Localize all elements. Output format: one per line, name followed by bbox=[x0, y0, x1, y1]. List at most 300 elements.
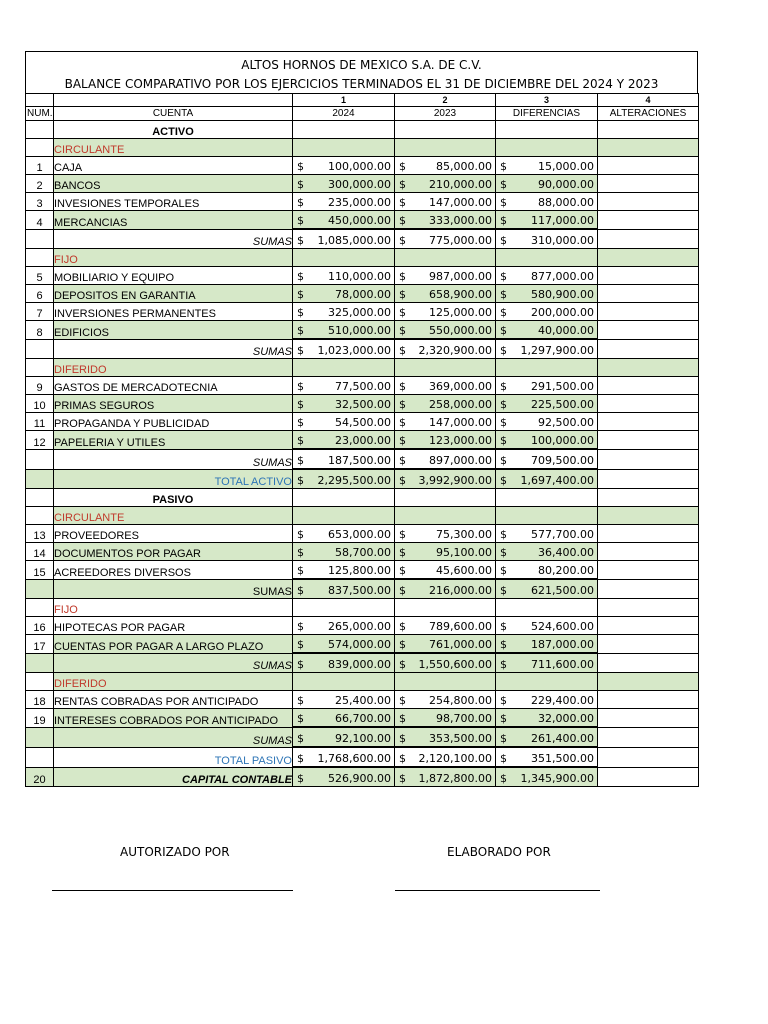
amount-diferencia bbox=[496, 175, 598, 193]
amount: 54,500.00 bbox=[335, 416, 391, 429]
amount-diferencia bbox=[496, 211, 598, 230]
amount-diferencia bbox=[496, 525, 598, 543]
currency-symbol: $ bbox=[297, 306, 304, 319]
currency-symbol: $ bbox=[500, 564, 507, 577]
amount: 98,700.00 bbox=[436, 712, 492, 725]
section-heading-row bbox=[26, 121, 699, 139]
currency-symbol: $ bbox=[399, 196, 406, 209]
currency-symbol: $ bbox=[500, 620, 507, 633]
sum-diferencia bbox=[496, 339, 598, 359]
account-name: PAPELERIA Y UTILES bbox=[54, 431, 293, 450]
sum-2023 bbox=[395, 229, 496, 249]
blank-cell bbox=[496, 489, 598, 507]
currency-symbol: $ bbox=[297, 454, 304, 467]
account-name: DEPOSITOS EN GARANTIA bbox=[54, 285, 293, 303]
sum-num bbox=[26, 339, 54, 359]
account-num: 12 bbox=[26, 431, 54, 450]
section-heading: PASIVO bbox=[54, 489, 293, 507]
alteracion-cell bbox=[598, 691, 699, 709]
sum-label: SUMAS bbox=[54, 727, 293, 747]
account-num: 6 bbox=[26, 285, 54, 303]
blank-cell bbox=[598, 507, 699, 525]
account-name: CUENTAS POR PAGAR A LARGO PLAZO bbox=[54, 635, 293, 654]
account-num: 14 bbox=[26, 543, 54, 561]
amount: 225,500.00 bbox=[531, 398, 594, 411]
column-index: 3 bbox=[496, 94, 598, 107]
blank-cell bbox=[293, 673, 395, 691]
currency-symbol: $ bbox=[399, 324, 406, 337]
report-subtitle: BALANCE COMPARATIVO POR LOS EJERCICIOS TERMINADOS EL 31 DE DICIEMBRE DEL 2024 Y 2023 bbox=[64, 77, 659, 91]
amount: 1,023,000.00 bbox=[317, 344, 391, 357]
sum-2023 bbox=[395, 579, 496, 599]
blank-cell bbox=[496, 359, 598, 377]
column-index-row bbox=[26, 94, 699, 107]
sum-2023 bbox=[395, 449, 496, 469]
amount: 987,000.00 bbox=[429, 270, 492, 283]
currency-symbol: $ bbox=[297, 712, 304, 725]
alteracion-cell bbox=[598, 653, 699, 673]
currency-symbol: $ bbox=[297, 434, 304, 447]
amount: 3,992,900.00 bbox=[418, 474, 492, 487]
amount-2023 bbox=[395, 431, 496, 450]
currency-symbol: $ bbox=[500, 712, 507, 725]
currency-symbol: $ bbox=[500, 434, 507, 447]
amount: 85,000.00 bbox=[436, 160, 492, 173]
account-name: HIPOTECAS POR PAGAR bbox=[54, 617, 293, 635]
account-row bbox=[26, 691, 699, 709]
amount-diferencia bbox=[496, 413, 598, 431]
amount: 837,500.00 bbox=[328, 584, 391, 597]
currency-symbol: $ bbox=[297, 160, 304, 173]
amount: 265,000.00 bbox=[328, 620, 391, 633]
currency-symbol: $ bbox=[500, 584, 507, 597]
account-row bbox=[26, 175, 699, 193]
subsection-row bbox=[26, 507, 699, 525]
amount-2024 bbox=[293, 561, 395, 580]
account-num: 1 bbox=[26, 157, 54, 175]
amount-2023 bbox=[395, 561, 496, 580]
sum-diferencia bbox=[496, 469, 598, 489]
amount: 2,320,900.00 bbox=[418, 344, 492, 357]
account-row bbox=[26, 193, 699, 211]
sum-2024 bbox=[293, 469, 395, 489]
section-heading: ACTIVO bbox=[54, 121, 293, 139]
blank-cell bbox=[293, 121, 395, 139]
sum-2023 bbox=[395, 727, 496, 747]
index-blank bbox=[26, 94, 54, 107]
blank-cell bbox=[598, 673, 699, 691]
amount: 58,700.00 bbox=[335, 546, 391, 559]
amount: 711,600.00 bbox=[531, 658, 594, 671]
amount: 325,000.00 bbox=[328, 306, 391, 319]
currency-symbol: $ bbox=[399, 772, 406, 785]
account-num: 2 bbox=[26, 175, 54, 193]
sum-2024 bbox=[293, 449, 395, 469]
alteracion-cell bbox=[598, 747, 699, 767]
currency-symbol: $ bbox=[399, 732, 406, 745]
alteracion-cell bbox=[598, 431, 699, 450]
amount: 117,000.00 bbox=[531, 214, 594, 227]
sum-diferencia bbox=[496, 653, 598, 673]
amount: 658,900.00 bbox=[429, 288, 492, 301]
sum-diferencia bbox=[496, 229, 598, 249]
account-num: 11 bbox=[26, 413, 54, 431]
blank-cell bbox=[293, 599, 395, 617]
blank-cell bbox=[395, 121, 496, 139]
amount-2023 bbox=[395, 543, 496, 561]
currency-symbol: $ bbox=[399, 380, 406, 393]
amount-2023 bbox=[395, 211, 496, 230]
amount-2024 bbox=[293, 303, 395, 321]
currency-symbol: $ bbox=[297, 398, 304, 411]
blank-cell bbox=[598, 121, 699, 139]
amount: 66,700.00 bbox=[335, 712, 391, 725]
account-num: 10 bbox=[26, 395, 54, 413]
sum-label: SUMAS bbox=[54, 229, 293, 249]
amount-diferencia bbox=[496, 303, 598, 321]
amount: 123,000.00 bbox=[429, 434, 492, 447]
currency-symbol: $ bbox=[500, 474, 507, 487]
blank-cell bbox=[598, 599, 699, 617]
sum-diferencia bbox=[496, 579, 598, 599]
currency-symbol: $ bbox=[399, 752, 406, 765]
amount-diferencia bbox=[496, 285, 598, 303]
account-row bbox=[26, 395, 699, 413]
currency-symbol: $ bbox=[500, 196, 507, 209]
currency-symbol: $ bbox=[297, 546, 304, 559]
amount-2024 bbox=[293, 635, 395, 654]
amount: 258,000.00 bbox=[429, 398, 492, 411]
subsection-row bbox=[26, 599, 699, 617]
amount: 574,000.00 bbox=[328, 638, 391, 651]
header-alteraciones: ALTERACIONES bbox=[598, 107, 699, 121]
currency-symbol: $ bbox=[500, 178, 507, 191]
sum-2024 bbox=[293, 747, 395, 767]
num-blank bbox=[26, 489, 54, 507]
account-name: ACREEDORES DIVERSOS bbox=[54, 561, 293, 580]
currency-symbol: $ bbox=[297, 752, 304, 765]
amount-2023 bbox=[395, 525, 496, 543]
amount-diferencia bbox=[496, 157, 598, 175]
alteracion-cell bbox=[598, 285, 699, 303]
alteracion-cell bbox=[598, 561, 699, 580]
currency-symbol: $ bbox=[500, 752, 507, 765]
header-2024: 2024 bbox=[293, 107, 395, 121]
sum-row bbox=[26, 469, 699, 489]
amount-2024 bbox=[293, 543, 395, 561]
blank-cell bbox=[395, 249, 496, 267]
prepared-signature-line bbox=[395, 890, 600, 891]
amount: 1,768,600.00 bbox=[317, 752, 391, 765]
amount: 580,900.00 bbox=[531, 288, 594, 301]
blank-cell bbox=[293, 249, 395, 267]
amount: 216,000.00 bbox=[429, 584, 492, 597]
account-row bbox=[26, 377, 699, 395]
amount-2024 bbox=[293, 193, 395, 211]
amount-2023 bbox=[395, 691, 496, 709]
currency-symbol: $ bbox=[399, 398, 406, 411]
account-num: 7 bbox=[26, 303, 54, 321]
account-num: 8 bbox=[26, 321, 54, 340]
currency-symbol: $ bbox=[500, 416, 507, 429]
amount-2024 bbox=[293, 267, 395, 285]
authorized-by-label: AUTORIZADO POR bbox=[120, 845, 230, 859]
sum-num bbox=[26, 653, 54, 673]
amount-diferencia bbox=[496, 691, 598, 709]
amount-2023 bbox=[395, 709, 496, 728]
amount: 254,800.00 bbox=[429, 694, 492, 707]
amount-diferencia bbox=[496, 709, 598, 728]
alteracion-cell bbox=[598, 339, 699, 359]
account-num: 19 bbox=[26, 709, 54, 728]
account-name: INTERESES COBRADOS POR ANTICIPADO bbox=[54, 709, 293, 728]
amount-2023 bbox=[395, 157, 496, 175]
header-num: NUM. bbox=[27, 108, 53, 119]
alteracion-cell bbox=[598, 449, 699, 469]
sum-label: CAPITAL CONTABLE bbox=[54, 767, 293, 787]
currency-symbol: $ bbox=[399, 178, 406, 191]
amount-2023 bbox=[395, 321, 496, 340]
amount: 261,400.00 bbox=[531, 732, 594, 745]
amount-2024 bbox=[293, 377, 395, 395]
currency-symbol: $ bbox=[500, 546, 507, 559]
blank-cell bbox=[293, 507, 395, 525]
account-row bbox=[26, 321, 699, 340]
amount: 32,000.00 bbox=[538, 712, 594, 725]
company-name: ALTOS HORNOS DE MEXICO S.A. DE C.V. bbox=[241, 58, 482, 72]
currency-symbol: $ bbox=[297, 564, 304, 577]
currency-symbol: $ bbox=[500, 454, 507, 467]
header-cuenta: CUENTA bbox=[54, 107, 293, 121]
amount: 200,000.00 bbox=[531, 306, 594, 319]
currency-symbol: $ bbox=[297, 658, 304, 671]
currency-symbol: $ bbox=[297, 344, 304, 357]
account-name: BANCOS bbox=[54, 175, 293, 193]
amount: 125,000.00 bbox=[429, 306, 492, 319]
amount: 775,000.00 bbox=[429, 234, 492, 247]
alteracion-cell bbox=[598, 321, 699, 340]
prepared-by-label: ELABORADO POR bbox=[447, 845, 551, 859]
sum-2023 bbox=[395, 339, 496, 359]
amount: 310,000.00 bbox=[531, 234, 594, 247]
alteracion-cell bbox=[598, 413, 699, 431]
amount: 235,000.00 bbox=[328, 196, 391, 209]
amount-2023 bbox=[395, 635, 496, 654]
account-name: DOCUMENTOS POR PAGAR bbox=[54, 543, 293, 561]
account-name: EDIFICIOS bbox=[54, 321, 293, 340]
currency-symbol: $ bbox=[297, 638, 304, 651]
column-header-row bbox=[26, 107, 699, 121]
currency-symbol: $ bbox=[399, 306, 406, 319]
subsection-row bbox=[26, 249, 699, 267]
account-num: 17 bbox=[26, 635, 54, 654]
sum-label: SUMAS bbox=[54, 579, 293, 599]
authorized-signature-line bbox=[52, 890, 293, 891]
amount: 100,000.00 bbox=[328, 160, 391, 173]
amount: 75,300.00 bbox=[436, 528, 492, 541]
currency-symbol: $ bbox=[500, 324, 507, 337]
currency-symbol: $ bbox=[500, 344, 507, 357]
currency-symbol: $ bbox=[500, 214, 507, 227]
sum-label: SUMAS bbox=[54, 449, 293, 469]
currency-symbol: $ bbox=[399, 434, 406, 447]
currency-symbol: $ bbox=[297, 234, 304, 247]
blank-cell bbox=[598, 249, 699, 267]
currency-symbol: $ bbox=[399, 584, 406, 597]
account-row bbox=[26, 525, 699, 543]
blank-cell bbox=[395, 359, 496, 377]
amount-2024 bbox=[293, 413, 395, 431]
amount-2023 bbox=[395, 267, 496, 285]
currency-symbol: $ bbox=[500, 234, 507, 247]
amount: 897,000.00 bbox=[429, 454, 492, 467]
alteracion-cell bbox=[598, 377, 699, 395]
alteracion-cell bbox=[598, 635, 699, 654]
amount: 1,345,900.00 bbox=[520, 772, 594, 785]
balance-table bbox=[25, 93, 699, 787]
amount: 23,000.00 bbox=[335, 434, 391, 447]
subsection-label: CIRCULANTE bbox=[54, 139, 293, 157]
amount: 100,000.00 bbox=[531, 434, 594, 447]
amount: 351,500.00 bbox=[531, 752, 594, 765]
currency-symbol: $ bbox=[500, 732, 507, 745]
amount: 229,400.00 bbox=[531, 694, 594, 707]
amount: 40,000.00 bbox=[538, 324, 594, 337]
amount: 36,400.00 bbox=[538, 546, 594, 559]
account-name: MERCANCIAS bbox=[54, 211, 293, 230]
currency-symbol: $ bbox=[500, 306, 507, 319]
currency-symbol: $ bbox=[297, 324, 304, 337]
account-name: PROVEEDORES bbox=[54, 525, 293, 543]
amount-diferencia bbox=[496, 377, 598, 395]
amount-2024 bbox=[293, 175, 395, 193]
currency-symbol: $ bbox=[500, 658, 507, 671]
amount-2024 bbox=[293, 321, 395, 340]
amount: 92,500.00 bbox=[538, 416, 594, 429]
sum-2023 bbox=[395, 653, 496, 673]
amount: 2,120,100.00 bbox=[418, 752, 492, 765]
currency-symbol: $ bbox=[297, 214, 304, 227]
currency-symbol: $ bbox=[399, 638, 406, 651]
currency-symbol: $ bbox=[399, 564, 406, 577]
amount: 2,295,500.00 bbox=[317, 474, 391, 487]
amount: 80,200.00 bbox=[538, 564, 594, 577]
currency-symbol: $ bbox=[297, 528, 304, 541]
account-row bbox=[26, 285, 699, 303]
amount-2024 bbox=[293, 709, 395, 728]
amount: 353,500.00 bbox=[429, 732, 492, 745]
blank-cell bbox=[293, 359, 395, 377]
amount: 291,500.00 bbox=[531, 380, 594, 393]
alteracion-cell bbox=[598, 617, 699, 635]
account-name: RENTAS COBRADAS POR ANTICIPADO bbox=[54, 691, 293, 709]
amount: 369,000.00 bbox=[429, 380, 492, 393]
currency-symbol: $ bbox=[500, 694, 507, 707]
currency-symbol: $ bbox=[500, 380, 507, 393]
index-blank bbox=[54, 94, 293, 107]
sum-row bbox=[26, 653, 699, 673]
alteracion-cell bbox=[598, 525, 699, 543]
account-name: CAJA bbox=[54, 157, 293, 175]
account-row bbox=[26, 157, 699, 175]
blank-cell bbox=[395, 599, 496, 617]
currency-symbol: $ bbox=[399, 546, 406, 559]
amount-diferencia bbox=[496, 635, 598, 654]
column-index: 4 bbox=[598, 94, 699, 107]
amount: 1,297,900.00 bbox=[520, 344, 594, 357]
currency-symbol: $ bbox=[297, 416, 304, 429]
amount: 15,000.00 bbox=[538, 160, 594, 173]
subsection-row bbox=[26, 359, 699, 377]
amount-diferencia bbox=[496, 193, 598, 211]
currency-symbol: $ bbox=[399, 694, 406, 707]
currency-symbol: $ bbox=[297, 694, 304, 707]
amount-diferencia bbox=[496, 395, 598, 413]
currency-symbol: $ bbox=[399, 658, 406, 671]
currency-symbol: $ bbox=[500, 772, 507, 785]
alteracion-cell bbox=[598, 267, 699, 285]
sum-row bbox=[26, 579, 699, 599]
amount-2023 bbox=[395, 395, 496, 413]
sum-diferencia bbox=[496, 727, 598, 747]
sum-2024 bbox=[293, 767, 395, 787]
account-name: PROPAGANDA Y PUBLICIDAD bbox=[54, 413, 293, 431]
account-num: 9 bbox=[26, 377, 54, 395]
amount: 147,000.00 bbox=[429, 196, 492, 209]
account-row bbox=[26, 303, 699, 321]
currency-symbol: $ bbox=[399, 454, 406, 467]
sum-label: TOTAL ACTIVO bbox=[54, 469, 293, 489]
amount: 32,500.00 bbox=[335, 398, 391, 411]
amount-diferencia bbox=[496, 617, 598, 635]
sum-num: 20 bbox=[26, 767, 54, 787]
currency-symbol: $ bbox=[297, 620, 304, 633]
subsection-label: FIJO bbox=[54, 599, 293, 617]
account-row bbox=[26, 561, 699, 580]
num-blank bbox=[26, 249, 54, 267]
blank-cell bbox=[496, 599, 598, 617]
alteracion-cell bbox=[598, 395, 699, 413]
amount: 88,000.00 bbox=[538, 196, 594, 209]
currency-symbol: $ bbox=[500, 288, 507, 301]
title-block bbox=[25, 51, 698, 93]
account-row bbox=[26, 543, 699, 561]
alteracion-cell bbox=[598, 303, 699, 321]
blank-cell bbox=[395, 139, 496, 157]
sum-row bbox=[26, 229, 699, 249]
account-name: INVESIONES TEMPORALES bbox=[54, 193, 293, 211]
amount: 333,000.00 bbox=[429, 214, 492, 227]
currency-symbol: $ bbox=[297, 732, 304, 745]
sum-num bbox=[26, 579, 54, 599]
amount-2023 bbox=[395, 175, 496, 193]
blank-cell bbox=[496, 139, 598, 157]
account-num: 4 bbox=[26, 211, 54, 230]
amount: 77,500.00 bbox=[335, 380, 391, 393]
num-blank bbox=[26, 673, 54, 691]
amount: 550,000.00 bbox=[429, 324, 492, 337]
alteracion-cell bbox=[598, 727, 699, 747]
sum-row bbox=[26, 727, 699, 747]
amount: 300,000.00 bbox=[328, 178, 391, 191]
alteracion-cell bbox=[598, 579, 699, 599]
amount: 450,000.00 bbox=[328, 214, 391, 227]
amount: 1,872,800.00 bbox=[418, 772, 492, 785]
account-num: 15 bbox=[26, 561, 54, 580]
column-index: 2 bbox=[395, 94, 496, 107]
account-row bbox=[26, 267, 699, 285]
sum-row bbox=[26, 767, 699, 787]
